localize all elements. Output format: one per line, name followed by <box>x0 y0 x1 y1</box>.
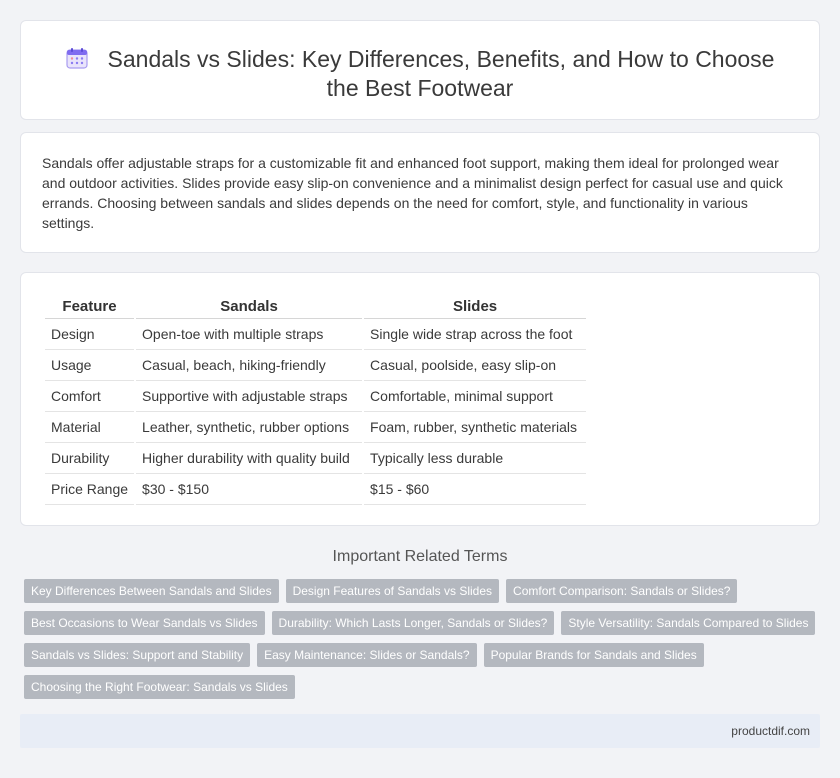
table-row <box>45 443 586 474</box>
tag-row <box>20 643 820 668</box>
table-cell: Casual, poolside, easy slip-on <box>364 350 586 381</box>
table-cell: Comfortable, minimal support <box>364 381 586 412</box>
table-cell: Comfort <box>45 381 134 412</box>
table-cell: Durability <box>45 443 134 474</box>
table-cell: Open-toe with multiple straps <box>136 319 362 350</box>
table-cell: Foam, rubber, synthetic materials <box>364 412 586 443</box>
related-terms-list <box>20 579 820 707</box>
intro-text: Sandals offer adjustable straps for a customizable fit and enhanced foot support, making them ideal for prolonged wear and outdoor activities. Slides provide easy slip-on convenience and a minimalist design perfect for casual use and quick errands. Choosing between sandals and slides depends on the need for comfort, style, and functionality in various settings. <box>42 155 783 231</box>
calendar-icon <box>66 47 88 69</box>
related-term-tag[interactable]: Popular Brands for Sandals and Slides <box>484 643 704 667</box>
table-header-row <box>45 295 586 319</box>
related-terms-title: Important Related Terms <box>332 548 508 565</box>
header-card <box>20 20 820 120</box>
table-cell: $15 - $60 <box>364 474 586 505</box>
footer <box>20 714 820 748</box>
column-header-feature: Feature <box>45 295 134 319</box>
site-name[interactable]: productdif.com <box>731 724 810 738</box>
tag-row <box>20 579 820 604</box>
table-row <box>45 381 586 412</box>
comparison-card <box>20 272 820 526</box>
table-cell: Higher durability with quality build <box>136 443 362 474</box>
page-title <box>61 45 779 103</box>
table-cell: Casual, beach, hiking-friendly <box>136 350 362 381</box>
table-cell: Usage <box>45 350 134 381</box>
table-cell: Single wide strap across the foot <box>364 319 586 350</box>
related-term-tag[interactable]: Choosing the Right Footwear: Sandals vs Slides <box>24 675 295 699</box>
table-cell: Leather, synthetic, rubber options <box>136 412 362 443</box>
tag-row <box>20 675 820 700</box>
table-row <box>45 350 586 381</box>
comparison-table <box>43 295 588 505</box>
table-row <box>45 412 586 443</box>
table-cell: Design <box>45 319 134 350</box>
table-cell: Supportive with adjustable straps <box>136 381 362 412</box>
table-cell: Price Range <box>45 474 134 505</box>
column-header-slides: Slides <box>364 295 586 319</box>
page-title-text: Sandals vs Slides: Key Differences, Benefits, and How to Choose the Best Footwear <box>107 46 775 101</box>
related-term-tag[interactable]: Comfort Comparison: Sandals or Slides? <box>506 579 737 603</box>
related-term-tag[interactable]: Best Occasions to Wear Sandals vs Slides <box>24 611 265 635</box>
related-term-tag[interactable]: Design Features of Sandals vs Slides <box>286 579 499 603</box>
intro-card <box>20 132 820 253</box>
column-header-sandals: Sandals <box>136 295 362 319</box>
table-row <box>45 474 586 505</box>
related-term-tag[interactable]: Durability: Which Lasts Longer, Sandals or Slides? <box>272 611 555 635</box>
tag-row <box>20 611 820 636</box>
table-row <box>45 319 586 350</box>
table-cell: $30 - $150 <box>136 474 362 505</box>
table-cell: Typically less durable <box>364 443 586 474</box>
related-term-tag[interactable]: Sandals vs Slides: Support and Stability <box>24 643 250 667</box>
related-term-tag[interactable]: Style Versatility: Sandals Compared to Slides <box>561 611 815 635</box>
table-cell: Material <box>45 412 134 443</box>
related-term-tag[interactable]: Key Differences Between Sandals and Slides <box>24 579 279 603</box>
related-term-tag[interactable]: Easy Maintenance: Slides or Sandals? <box>257 643 476 667</box>
